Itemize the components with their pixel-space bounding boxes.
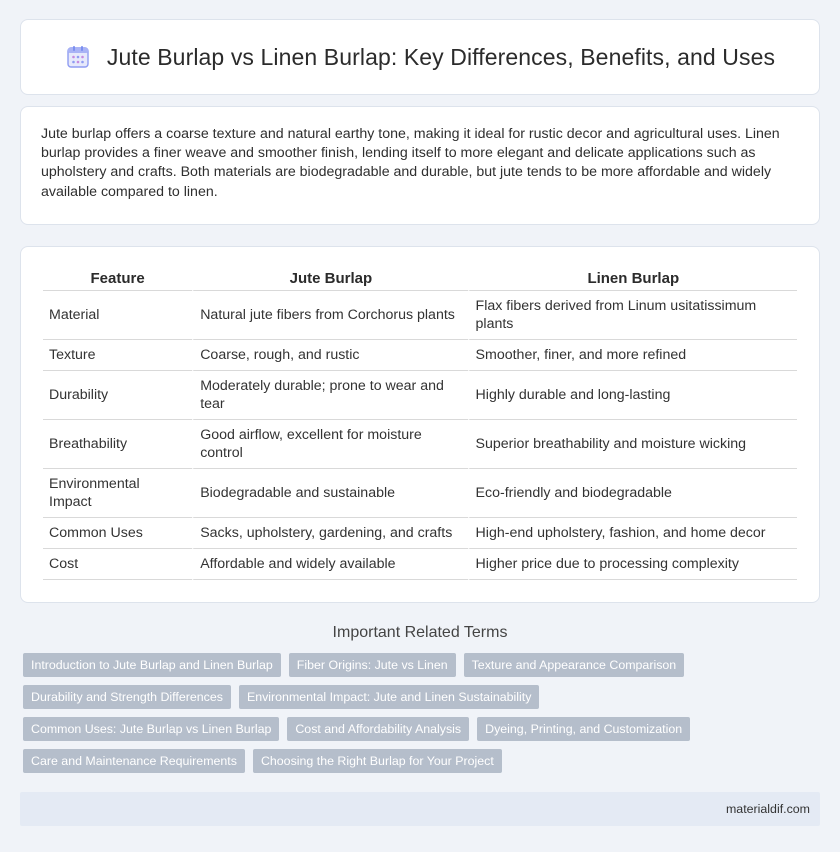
row-linen: Highly durable and long-lasting <box>468 371 797 420</box>
related-term-tag[interactable]: Introduction to Jute Burlap and Linen Burlap <box>23 653 281 677</box>
comparison-table-card <box>20 246 820 603</box>
related-term-tag[interactable]: Choosing the Right Burlap for Your Project <box>253 749 502 773</box>
table-row <box>43 340 797 371</box>
related-terms-title: Important Related Terms <box>332 624 508 641</box>
row-feature: Durability <box>43 371 192 420</box>
related-term-tag[interactable]: Care and Maintenance Requirements <box>23 749 245 773</box>
related-term-tag[interactable]: Fiber Origins: Jute vs Linen <box>289 653 456 677</box>
table-row <box>43 420 797 469</box>
page-header <box>20 19 820 95</box>
related-term-tag[interactable]: Common Uses: Jute Burlap vs Linen Burlap <box>23 717 279 741</box>
table-row <box>43 469 797 518</box>
row-linen: High-end upholstery, fashion, and home decor <box>468 518 797 549</box>
header-linen: Linen Burlap <box>468 267 797 291</box>
footer-site-name: materialdif.com <box>725 802 810 816</box>
row-jute: Good airflow, excellent for moisture control <box>192 420 467 469</box>
intro-card <box>20 106 820 225</box>
row-jute: Sacks, upholstery, gardening, and crafts <box>192 518 467 549</box>
row-feature: Environmental Impact <box>43 469 192 518</box>
footer-bar <box>20 792 820 826</box>
row-jute: Affordable and widely available <box>192 549 467 580</box>
row-feature: Cost <box>43 549 192 580</box>
related-term-tag[interactable]: Dyeing, Printing, and Customization <box>477 717 690 741</box>
related-term-tag[interactable]: Environmental Impact: Jute and Linen Sustainability <box>239 685 539 709</box>
row-jute: Moderately durable; prone to wear and tear <box>192 371 467 420</box>
table-row <box>43 291 797 340</box>
table-row <box>43 371 797 420</box>
row-jute: Coarse, rough, and rustic <box>192 340 467 371</box>
related-terms-list <box>20 653 800 781</box>
row-feature: Material <box>43 291 192 340</box>
related-term-tag[interactable]: Durability and Strength Differences <box>23 685 231 709</box>
row-jute: Biodegradable and sustainable <box>192 469 467 518</box>
row-linen: Higher price due to processing complexity <box>468 549 797 580</box>
row-linen: Superior breathability and moisture wicking <box>468 420 797 469</box>
row-feature: Texture <box>43 340 192 371</box>
table-header-row <box>43 267 797 291</box>
related-term-tag[interactable]: Cost and Affordability Analysis <box>287 717 469 741</box>
header-jute: Jute Burlap <box>192 267 467 291</box>
row-jute: Natural jute fibers from Corchorus plants <box>192 291 467 340</box>
header-feature: Feature <box>43 267 192 291</box>
row-feature: Breathability <box>43 420 192 469</box>
row-linen: Smoother, finer, and more refined <box>468 340 797 371</box>
related-term-tag[interactable]: Texture and Appearance Comparison <box>464 653 685 677</box>
calendar-grid-icon <box>65 44 91 70</box>
row-linen: Flax fibers derived from Linum usitatissimum plants <box>468 291 797 340</box>
comparison-table <box>43 267 797 580</box>
page-title: Jute Burlap vs Linen Burlap: Key Differences, Benefits, and Uses <box>106 43 776 70</box>
table-row <box>43 518 797 549</box>
intro-paragraph: Jute burlap offers a coarse texture and natural earthy tone, making it ideal for rustic decor and agricultural uses. Linen burlap provides a finer weave and smoother finish, lending itself to more elegant and delicate applications such as upholstery and crafts. Both materials are biodegradable and durable, but jute tends to be more affordable and widely available compared to linen. <box>41 126 780 200</box>
table-row <box>43 549 797 580</box>
row-feature: Common Uses <box>43 518 192 549</box>
row-linen: Eco-friendly and biodegradable <box>468 469 797 518</box>
